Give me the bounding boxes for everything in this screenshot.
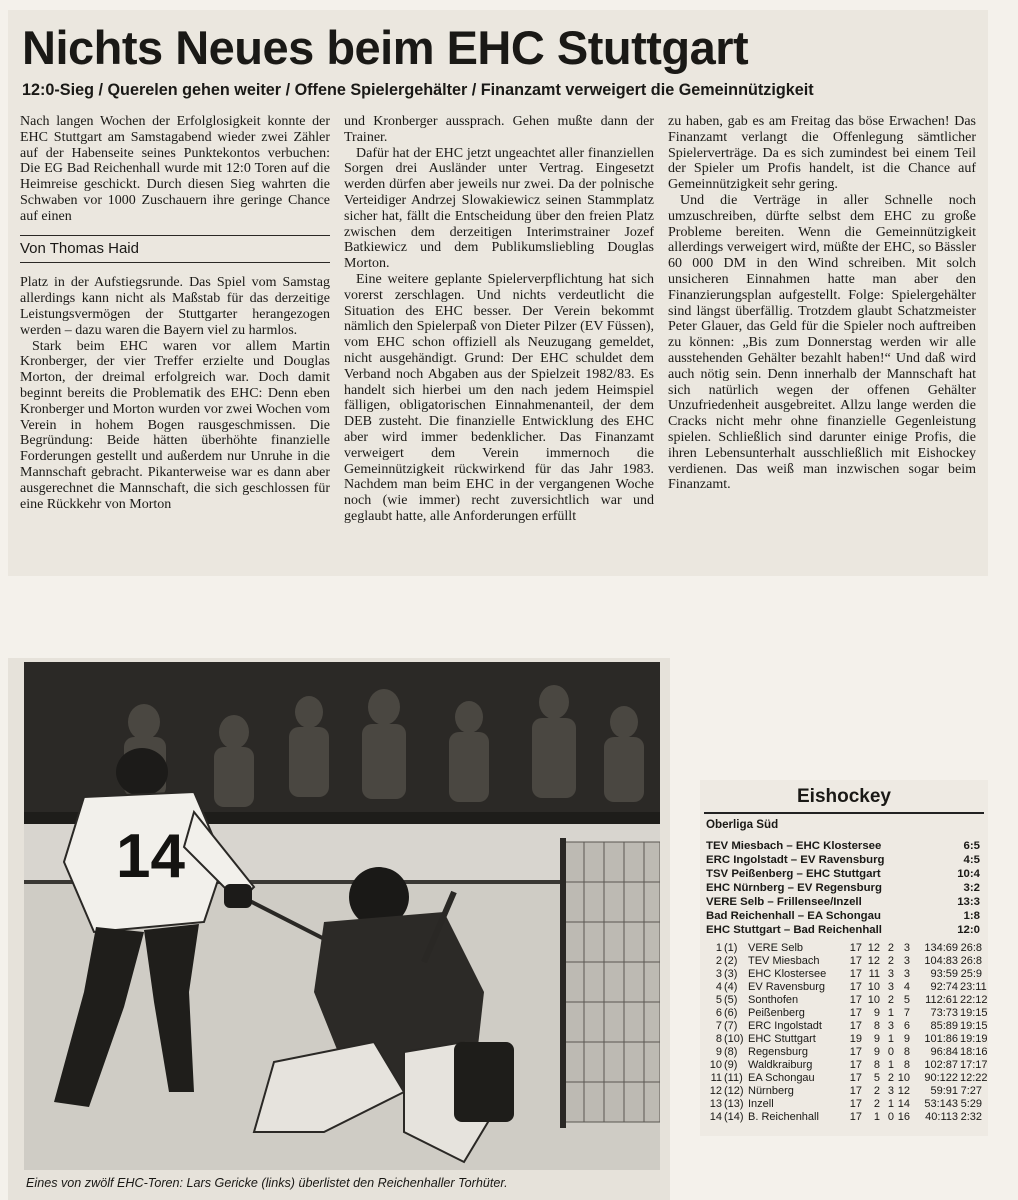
paragraph: Platz in der Aufstiegsrunde. Das Spiel vom Samstag allerdings kann nicht als Maßstab für das derzeitige Leistungsvermögen der Stuttgarter herangezogen werden – dazu waren die Bayern viel zu harmlos. xyxy=(20,275,330,338)
standings-row xyxy=(704,942,982,955)
paragraph: Und die Verträge in aller Schnelle noch umzuschreiben, dürfte selbst dem EHC zu große Probleme bereiten. Wenn die Gemeinnützigkeit allerdings verweigert wird, müßte der EHC, so Bässler 60 000 DM in den Wind schreiben. Mit solch unsicheren Einnahmen hatte man aber den Finanzierungsplan aufgestellt. Folge: Spielergehälter sind längst überfällig. Trotzdem glaubt Schatzmeister Peter Glauer, das Geld für die Spieler noch auftreiben zu können: „Bis zum Donnerstag werden wir alle ausstehenden Gehälter bezahlt haben!“ Und daß wird auch nötig sein. Denn innerhalb der Mannschaft hat sich natürlich wegen der offenen Gehälter Unzufriedenheit ausgebreitet. Allzu lange werden die Cracks nicht mehr ohne finanzielle Gegenleistung spielen. Schließlich sind darunter einige Profis, die ihren Lebensunterhalt ausschließlich mit Eishockey verdienen. Das weiß man inzwischen sogar beim Finanzamt. xyxy=(668,192,976,493)
standing-wins: 12 xyxy=(867,942,880,954)
result-row xyxy=(706,882,980,896)
standing-rank: 6 xyxy=(715,1007,722,1019)
standings-row xyxy=(704,1059,988,1072)
standing-draws: 3 xyxy=(887,1085,894,1097)
standing-points: 26:8 xyxy=(960,955,982,967)
standings-row xyxy=(704,981,987,994)
standing-losses: 3 xyxy=(903,942,910,954)
result-row xyxy=(706,868,980,882)
result-match: VERE Selb – Frillensee/Inzell xyxy=(706,896,862,908)
standing-goals: 59:91 xyxy=(930,1085,958,1097)
standing-prev-rank: (9) xyxy=(724,1059,738,1071)
standing-wins: 9 xyxy=(873,1007,880,1019)
standing-goals: 53:143 xyxy=(924,1098,958,1110)
standing-rank: 11 xyxy=(710,1072,722,1084)
standing-draws: 2 xyxy=(887,994,894,1006)
standing-team: EA Schongau xyxy=(748,1072,815,1084)
standing-goals: 93:59 xyxy=(930,968,958,980)
result-score: 10:4 xyxy=(957,868,980,880)
standing-games: 17 xyxy=(849,981,862,993)
standing-team: EV Ravensburg xyxy=(748,981,826,993)
standings-row xyxy=(704,1046,988,1059)
standing-rank: 9 xyxy=(715,1046,722,1058)
standing-draws: 1 xyxy=(887,1007,894,1019)
article-clipping xyxy=(8,10,988,576)
standing-prev-rank: (13) xyxy=(724,1098,744,1110)
article-column-3 xyxy=(668,114,976,493)
title-rule xyxy=(704,812,984,814)
standing-prev-rank: (1) xyxy=(724,942,738,954)
standing-losses: 10 xyxy=(897,1072,910,1084)
standings-row xyxy=(704,1072,988,1085)
standing-points: 18:16 xyxy=(960,1046,988,1058)
standing-losses: 8 xyxy=(903,1059,910,1071)
standings-row xyxy=(704,1098,982,1111)
standing-draws: 3 xyxy=(887,1020,894,1032)
standing-team: Inzell xyxy=(748,1098,774,1110)
standing-wins: 2 xyxy=(873,1085,880,1097)
photo-caption: Eines von zwölf EHC-Toren: Lars Gericke (links) überlistet den Reichenhaller Torhüter. xyxy=(26,1176,508,1190)
standing-points: 2:32 xyxy=(960,1111,982,1123)
standing-games: 17 xyxy=(849,1098,862,1110)
standing-team: EHC Klostersee xyxy=(748,968,827,980)
standing-wins: 11 xyxy=(868,968,880,980)
standings-row xyxy=(704,1111,982,1124)
standing-points: 5:29 xyxy=(960,1098,982,1110)
byline: Von Thomas Haid xyxy=(20,235,330,264)
paragraph: Stark beim EHC waren vor allem Martin Kronberger, der vier Treffer erzielte und Douglas Morton, der dreimal erfolgreich war. Doch damit beginnt bereits die Problematik des EHC: Denn eben Kronberger und Morton wurden vor zwei Wochen vom Verein in hohem Bogen rausgeschmissen. Die Begründung: Beide hätten überhöhte finanzielle Forderungen gestellt und außerdem nur Unruhe in die Mannschaft gebracht. Pikanterweise war es dann aber ausgerechnet die Mannschaft, die sich geschlossen für eine Rückkehr von Morton xyxy=(20,338,330,512)
result-match: ERC Ingolstadt – EV Ravensburg xyxy=(706,854,885,866)
standing-goals: 85:89 xyxy=(930,1020,958,1032)
standing-goals: 96:84 xyxy=(930,1046,958,1058)
standing-losses: 4 xyxy=(903,981,910,993)
standing-prev-rank: (12) xyxy=(724,1085,744,1097)
standing-draws: 1 xyxy=(887,1033,894,1045)
article-column-2 xyxy=(344,114,654,525)
result-match: Bad Reichenhall – EA Schongau xyxy=(706,910,881,922)
standing-rank: 14 xyxy=(709,1111,722,1123)
standing-wins: 12 xyxy=(867,955,880,967)
result-row xyxy=(706,854,980,868)
standing-games: 17 xyxy=(849,994,862,1006)
standing-goals: 73:73 xyxy=(930,1007,958,1019)
standing-team: Waldkraiburg xyxy=(748,1059,813,1071)
standing-games: 17 xyxy=(849,1059,862,1071)
standing-draws: 1 xyxy=(887,1059,894,1071)
standing-wins: 8 xyxy=(873,1059,880,1071)
result-score: 3:2 xyxy=(963,882,980,894)
standing-losses: 8 xyxy=(903,1046,910,1058)
standing-team: Regensburg xyxy=(748,1046,808,1058)
standing-losses: 14 xyxy=(897,1098,910,1110)
standing-wins: 10 xyxy=(867,994,880,1006)
standing-rank: 2 xyxy=(715,955,722,967)
standing-points: 26:8 xyxy=(960,942,982,954)
standing-goals: 102:87 xyxy=(924,1059,958,1071)
standing-wins: 9 xyxy=(873,1033,880,1045)
standing-team: ERC Ingolstadt xyxy=(748,1020,822,1032)
standing-rank: 5 xyxy=(715,994,722,1006)
standing-wins: 9 xyxy=(873,1046,880,1058)
result-match: TSV Peißenberg – EHC Stuttgart xyxy=(706,868,881,880)
standing-points: 19:15 xyxy=(960,1007,988,1019)
standing-games: 17 xyxy=(849,1007,862,1019)
standing-goals: 92:74 xyxy=(930,981,958,993)
standing-prev-rank: (3) xyxy=(724,968,738,980)
standing-prev-rank: (8) xyxy=(724,1046,738,1058)
standing-games: 19 xyxy=(849,1033,862,1045)
standing-points: 12:22 xyxy=(960,1072,988,1084)
paragraph: zu haben, gab es am Freitag das böse Erwachen! Das Finanzamt verlangt die Offenlegung sämtlicher Spielerverträge. Da es sich zumindest bei einem Teil der Spieler um Profis handelt, ist die Chance auf Gemeinnützigkeit sehr gering. xyxy=(668,114,976,193)
standing-losses: 12 xyxy=(897,1085,910,1097)
standing-games: 17 xyxy=(849,968,862,980)
result-score: 13:3 xyxy=(957,896,980,908)
standings-row xyxy=(704,1033,988,1046)
standing-team: Nürnberg xyxy=(748,1085,794,1097)
standing-team: EHC Stuttgart xyxy=(748,1033,816,1045)
result-score: 4:5 xyxy=(963,854,980,866)
headline: Nichts Neues beim EHC Stuttgart xyxy=(22,21,749,74)
standing-points: 19:19 xyxy=(960,1033,988,1045)
jersey-number: 14 xyxy=(116,822,185,891)
standing-goals: 134:69 xyxy=(924,942,958,954)
standing-points: 22:12 xyxy=(960,994,988,1006)
standings-row xyxy=(704,968,982,981)
hockey-photo xyxy=(24,662,660,1170)
standing-prev-rank: (4) xyxy=(724,981,738,993)
standing-points: 17:17 xyxy=(960,1059,988,1071)
standing-goals: 90:122 xyxy=(924,1072,958,1084)
standing-losses: 5 xyxy=(903,994,910,1006)
standing-games: 17 xyxy=(849,1020,862,1032)
standing-goals: 104:83 xyxy=(924,955,958,967)
result-score: 6:5 xyxy=(963,840,980,852)
standing-prev-rank: (5) xyxy=(724,994,738,1006)
standing-prev-rank: (2) xyxy=(724,955,738,967)
result-row xyxy=(706,924,980,938)
standing-losses: 16 xyxy=(897,1111,910,1123)
result-match: EHC Stuttgart – Bad Reichenhall xyxy=(706,924,882,936)
result-row xyxy=(706,840,980,854)
standing-prev-rank: (14) xyxy=(724,1111,744,1123)
standing-team: VERE Selb xyxy=(748,942,804,954)
league-name: Oberliga Süd xyxy=(706,818,779,831)
standings-row xyxy=(704,1007,988,1020)
standing-games: 17 xyxy=(849,1085,862,1097)
standing-points: 23:11 xyxy=(960,981,987,993)
standing-losses: 9 xyxy=(903,1033,910,1045)
standing-games: 17 xyxy=(849,1046,862,1058)
result-row xyxy=(706,910,980,924)
standing-losses: 3 xyxy=(903,955,910,967)
standing-losses: 6 xyxy=(903,1020,910,1032)
standing-prev-rank: (7) xyxy=(724,1020,738,1032)
standing-rank: 1 xyxy=(715,942,722,954)
standing-goals: 101:86 xyxy=(924,1033,958,1045)
standing-rank: 8 xyxy=(715,1033,722,1045)
standing-wins: 8 xyxy=(873,1020,880,1032)
standing-wins: 2 xyxy=(873,1098,880,1110)
standing-rank: 12 xyxy=(709,1085,722,1097)
standing-draws: 3 xyxy=(887,981,894,993)
standing-prev-rank: (6) xyxy=(724,1007,738,1019)
standings-row xyxy=(704,1020,988,1033)
standing-games: 17 xyxy=(849,942,862,954)
standing-draws: 0 xyxy=(887,1111,894,1123)
paragraph: und Kronberger aussprach. Gehen mußte dann der Trainer. xyxy=(344,114,654,145)
standing-prev-rank: (11) xyxy=(724,1072,743,1084)
standing-team: Peißenberg xyxy=(748,1007,805,1019)
standing-points: 19:15 xyxy=(960,1020,988,1032)
standing-rank: 7 xyxy=(715,1020,722,1032)
standing-rank: 10 xyxy=(709,1059,722,1071)
standing-losses: 7 xyxy=(903,1007,910,1019)
standing-games: 17 xyxy=(849,1072,862,1084)
standing-wins: 5 xyxy=(873,1072,880,1084)
standing-wins: 10 xyxy=(867,981,880,993)
standing-goals: 112:61 xyxy=(925,994,958,1006)
paragraph: Eine weitere geplante Spielerverpflichtung hat sich vorerst zerschlagen. Und nichts verdeutlicht die Situation des EHC besser. Der Verein bekommt nämlich den Spielerpaß von Dieter Pilzer (EV Füssen), vom EHC schon offiziell als Neuzugang gemeldet, nicht ausgehändigt. Grund: Der EHC schuldet dem Verband noch Abgaben aus der Spielzeit 1982/83. Es handelt sich hierbei um den nach jedem Heimspiel fälligen, obligatorischen Einnahmenanteil, der dem DEB zusteht. Die finanzielle Entwicklung des EHC aber wird immer bedenklicher. Das Finanzamt verweigert dem Verein immernoch die Gemeinnützigkeit rückwirkend für das Jahr 1983. Nachdem man beim EHC in der vergangenen Woche noch (wie immer) recht zuversichtlich war und geglaubt hatte, alle Anforderungen erfüllt xyxy=(344,271,654,524)
standing-points: 7:27 xyxy=(960,1085,982,1097)
paragraph: Dafür hat der EHC jetzt ungeachtet aller finanziellen Sorgen drei Ausländer unter Vertrag. Eingesetzt werden dürfen aber jeweils nur zwei. Da der polnische Verteidiger Andrzej Slowakiewicz seinen Stammplatz sicher hat, fällt die Entscheidung über den freien Platz zwischen dem derzeitigen Interimstrainer Jozef Batkiewicz und dem Publikumsliebling Douglas Morton. xyxy=(344,145,654,272)
standing-draws: 3 xyxy=(887,968,894,980)
result-score: 1:8 xyxy=(963,910,980,922)
standing-games: 17 xyxy=(849,955,862,967)
standing-draws: 2 xyxy=(887,942,894,954)
results-table-clipping xyxy=(700,780,988,1136)
standing-rank: 3 xyxy=(715,968,722,980)
standing-team: B. Reichenhall xyxy=(748,1111,819,1123)
result-match: TEV Miesbach – EHC Klostersee xyxy=(706,840,882,852)
standing-losses: 3 xyxy=(903,968,910,980)
standing-draws: 2 xyxy=(887,1072,894,1084)
standing-prev-rank: (10) xyxy=(724,1033,744,1045)
standings-row xyxy=(704,1085,982,1098)
standing-draws: 2 xyxy=(887,955,894,967)
standings-row xyxy=(704,994,988,1007)
standings-row xyxy=(704,955,982,968)
standing-team: TEV Miesbach xyxy=(748,955,820,967)
standing-rank: 4 xyxy=(715,981,722,993)
standing-draws: 0 xyxy=(887,1046,894,1058)
subheadline: 12:0-Sieg / Querelen gehen weiter / Offene Spielergehälter / Finanzamt verweigert die Gemeinnützigkeit xyxy=(22,81,814,99)
result-score: 12:0 xyxy=(957,924,980,936)
standing-team: Sonthofen xyxy=(748,994,799,1006)
standing-draws: 1 xyxy=(887,1098,894,1110)
standing-wins: 1 xyxy=(873,1111,880,1123)
result-row xyxy=(706,896,980,910)
standing-points: 25:9 xyxy=(960,968,982,980)
standing-rank: 13 xyxy=(709,1098,722,1110)
article-column-1 xyxy=(20,114,330,512)
result-match: EHC Nürnberg – EV Regensburg xyxy=(706,882,882,894)
paragraph: Nach langen Wochen der Erfolglosigkeit konnte der EHC Stuttgart am Samstagabend wieder zwei Zähler auf der Habenseite seines Punktekontos verbuchen: Die EG Bad Reichenhall wurde mit 12:0 Toren auf die Heimreise geschickt. Durch diesen Sieg wahrten die Schwaben vor 1000 Zuschauern ihre geringe Chance auf einen xyxy=(20,114,330,224)
standing-games: 17 xyxy=(849,1111,862,1123)
standing-goals: 40:113 xyxy=(925,1111,958,1123)
table-title: Eishockey xyxy=(797,786,891,807)
photo-clipping xyxy=(8,658,670,1200)
